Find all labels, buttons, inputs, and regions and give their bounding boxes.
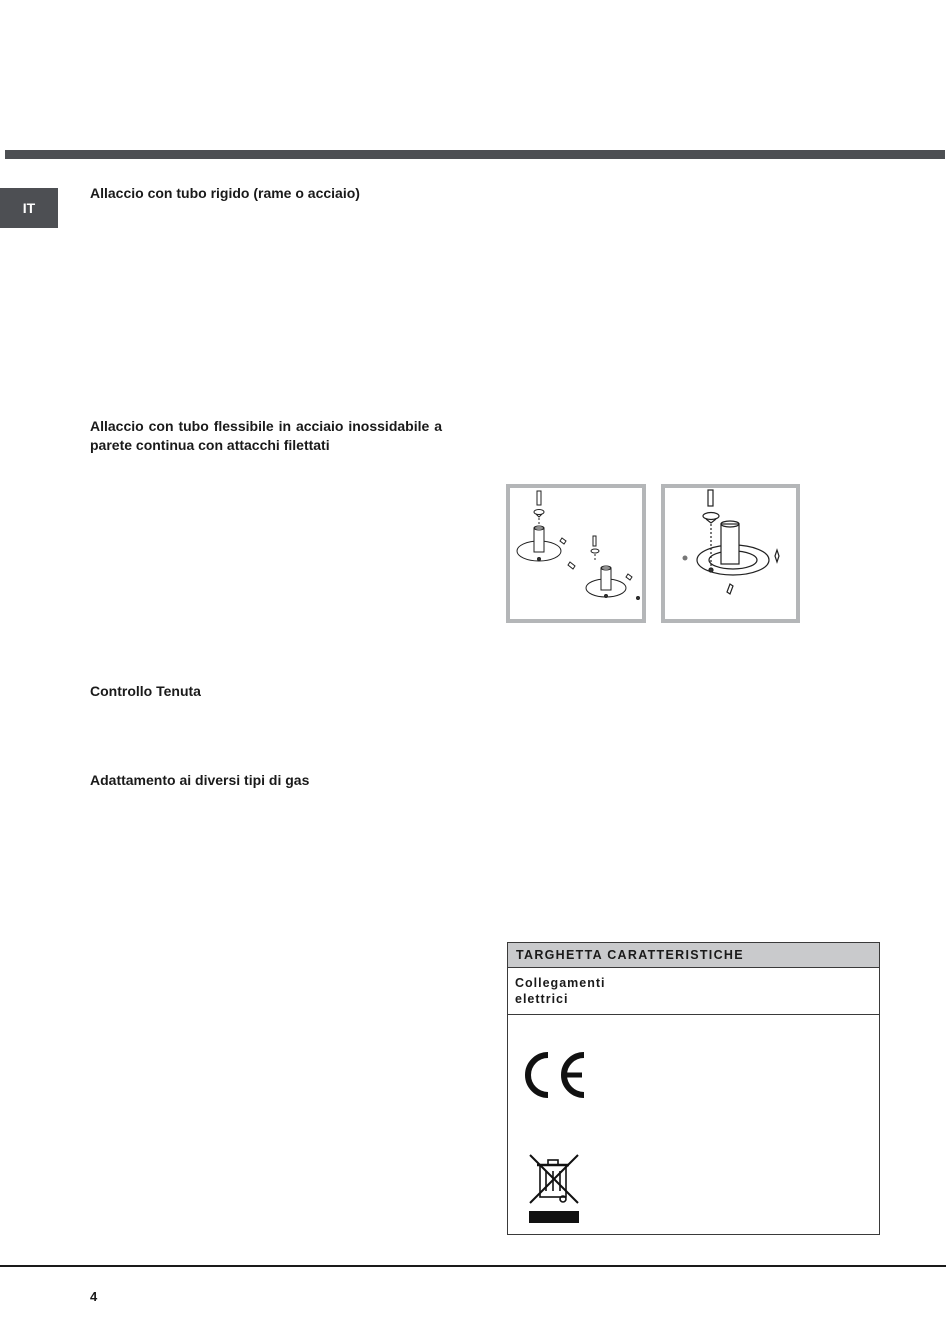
page-number: 4 [90,1289,98,1304]
large-burner-screwdriver-illustration [665,488,796,619]
rating-plate [507,942,880,1235]
header-bar [5,150,945,159]
language-tab: IT [0,188,58,228]
burner-screwdriver-illustration [510,488,642,619]
electrical-connections-label-line2: elettrici [515,992,569,1006]
flexible-pipe-heading: Allaccio con tubo flessibile in acciaio inossidabile a parete continua con attacchi filettati [90,418,442,453]
footer-rule [0,1265,946,1267]
bypass-adjustment-figure-1 [506,484,646,623]
electrical-connections-label-line1: Collegamenti [515,976,606,990]
bypass-adjustment-figure-2 [661,484,800,623]
rigid-pipe-heading: Allaccio con tubo rigido (rame o acciaio) [90,185,360,201]
electrical-connections-row [508,968,879,1015]
gas-adaptation-heading: Adattamento ai diversi tipi di gas [90,772,310,788]
crossed-out-wheelie-bin-icon [528,1151,580,1225]
leak-check-heading: Controllo Tenuta [90,683,201,699]
rating-plate-title: TARGHETTA CARATTERISTICHE [508,943,879,968]
ce-mark-icon [522,1049,588,1101]
